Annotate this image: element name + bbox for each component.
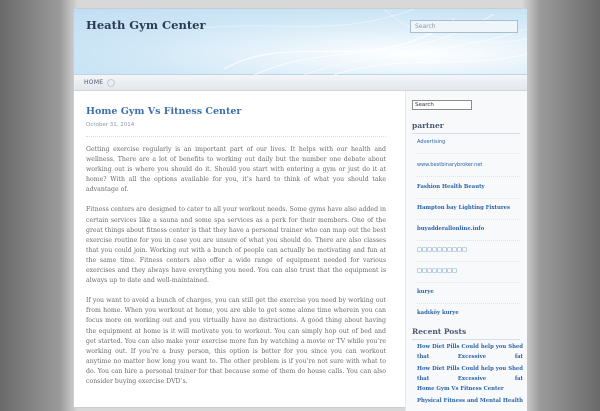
page-container bbox=[73, 8, 526, 408]
site-title[interactable]: Heath Gym Center bbox=[86, 18, 206, 32]
recent-post-link[interactable]: How Diet Pills Could help you Shed that Excessive fat bbox=[417, 344, 523, 360]
partner-link[interactable]: Fashion Health Beauty bbox=[417, 184, 485, 190]
link-divider bbox=[417, 240, 520, 241]
partner-link[interactable]: Advertising bbox=[417, 139, 446, 145]
nav-home-link[interactable]: HOME bbox=[84, 79, 104, 86]
link-divider bbox=[417, 261, 520, 262]
link-divider bbox=[417, 219, 520, 220]
link-divider bbox=[417, 282, 520, 283]
post-paragraph: Fitness centers are designed to cater to all your workout needs. Some gyms have also added in certain services like a sauna and some spa services as a perk for their members. One of the great things about fitness center is that they have a personal trainer who can map out the best exercise routine for you in case you are unsure of what you should do. There are also classes that you could join. Working out with a bunch of people can actually be motivating and fun at the same time. Fitness centers also offer a wide range of equipment needed for various exercises and they always have everything you need. You can also trust that the equipment is always up to date and well-maintained. bbox=[86, 206, 386, 285]
partner-link[interactable]: kurye bbox=[417, 289, 434, 295]
recent-post-link[interactable]: How Diet Pills Could help you Shed that Excessive fat bbox=[417, 366, 523, 382]
post-title-link[interactable]: Home Gym Vs Fitness Center bbox=[86, 106, 242, 117]
sidebar-search-input[interactable]: Search bbox=[412, 100, 472, 110]
partner-link[interactable]: www.bestbinarybroker.net bbox=[417, 162, 483, 168]
partner-link[interactable]: □□□□□□□□□□ bbox=[417, 247, 468, 253]
sidebar bbox=[405, 91, 527, 411]
partner-link[interactable]: buyadderallonline.info bbox=[417, 226, 485, 232]
recent-posts-heading: Recent Posts bbox=[412, 327, 467, 336]
recent-posts-heading-rule bbox=[412, 339, 520, 340]
recent-post-link[interactable]: Home Gym Vs Fitness Center bbox=[417, 386, 504, 392]
post-date: October 31, 2014 bbox=[86, 122, 135, 128]
link-divider bbox=[417, 303, 520, 304]
partner-link[interactable]: □□□□□□□□ bbox=[417, 268, 458, 274]
post-divider bbox=[86, 136, 386, 137]
partner-heading-rule bbox=[412, 133, 520, 134]
main-content bbox=[86, 106, 386, 397]
link-divider bbox=[417, 198, 520, 199]
site-header bbox=[74, 9, 527, 75]
nav-separator-icon bbox=[107, 79, 115, 87]
partner-heading: partner bbox=[412, 121, 444, 130]
link-divider bbox=[417, 153, 520, 154]
partner-link[interactable]: Hampton bay Lighting Fixtures bbox=[417, 205, 510, 211]
partner-link[interactable]: kadıköy kurye bbox=[417, 310, 459, 316]
post-paragraph: If you want to avoid a bunch of charges, you can still get the exercise you need by working out from home. When you workout at home, you are able to get some alone time wherein you can focus more on working out and you virtually have no distractions. A good thing about having the equipment at home is it will motivate you to workout. You can simply hop out of bed and get started. You can also make your exercise more fun by watching a movie or TV while you’re working out. If you’re a busy person, this option is better for you since you can workout anytime no matter how long you want to. The other problem is if you’re not sure with what to do. You can hire a personal trainer for that because some of them do house calls. You can also consider buying exercise DVD’s. bbox=[86, 297, 386, 385]
nav-bar bbox=[74, 75, 527, 91]
link-divider bbox=[417, 176, 520, 177]
post-paragraph: Getting exercise regularly is an important part of our lives. It helps with our health and wellness. There are a lot of benefits to working out daily but the number one debate about working out is where you should do it. Should you start with entering a gym or just do it at home? With all the options available for you, it’s hard to think of what you should take advantage of. bbox=[86, 146, 386, 194]
recent-post-link[interactable]: Physical Fitness and Mental Health bbox=[417, 398, 523, 404]
header-search-input[interactable]: Search bbox=[410, 20, 518, 33]
